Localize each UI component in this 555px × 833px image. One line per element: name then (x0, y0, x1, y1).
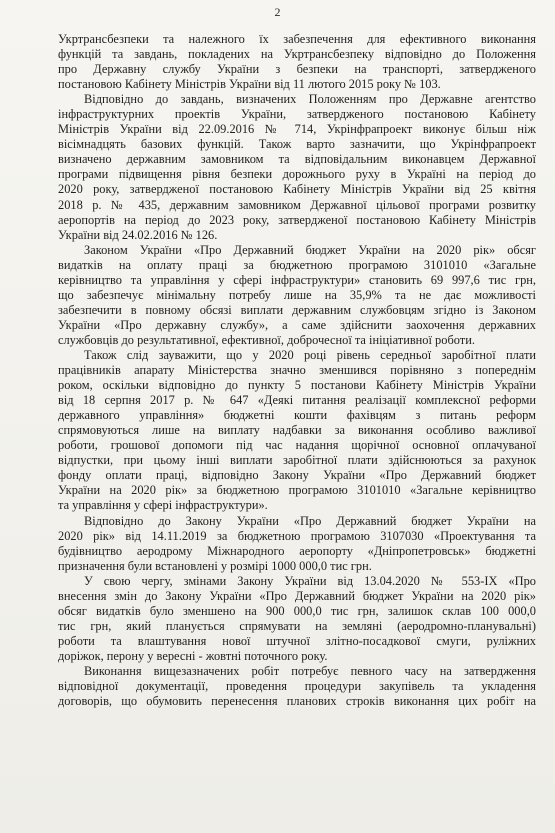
text-line: будівництво аеродрому Міжнародного аеропорту «Дніпропетровськ» бюджетні (58, 543, 536, 558)
text-line: Відповідно до Закону України «Про Державний бюджет України на (84, 513, 536, 528)
text-line: відпустки, при цьому інші виплати заробітної плати здійснюються за рахунок (58, 453, 536, 468)
paragraph (58, 514, 536, 574)
text-line: Також слід зауважити, що у 2020 році рівень середньої заробітної плати (84, 347, 536, 362)
text-line: У свою чергу, змінами Закону України від 13.04.2020 № 553-IX «Про (84, 573, 536, 588)
text-line: забезпечити в повному обсязі виплати державним службовцям згідно із Законом (58, 302, 536, 317)
text-line: тис грн, який планується спрямувати на земляні (аеродромно-планувальні) (58, 618, 536, 633)
text-line: вісімнадцять базових функцій. Також варто зазначити, що Укрінфрапроект (58, 137, 536, 152)
text-line: Відповідно до завдань, визначених Положенням про Державне агентство (84, 92, 536, 107)
text-line: роботи, грошової допомоги під час надання щорічної основної оплачуваної (58, 438, 536, 453)
text-line: та управління у сфері інфраструктури». (58, 498, 268, 513)
text-line: видатків на оплату праці за бюджетною програмою 3101010 «Загальне (58, 257, 536, 272)
document-body (58, 32, 536, 709)
text-line: функцій та завдань, покладених на Укртрансбезпеку відповідно до Положення (58, 47, 536, 62)
text-line: обсяг видатків було зменшено на 900 000,0 тис грн, залишок склав 100 000,0 (58, 603, 536, 618)
text-line: що забезпечує мінімальну потребу лише на 35,9% та не дає можливості (58, 287, 536, 302)
text-line: постановою Кабінету Міністрів України від 11 лютого 2015 року № 103. (58, 77, 441, 92)
text-line: роком, оскільки відповідно до пункту 5 постанови Кабінету Міністрів України (58, 378, 536, 393)
text-line: 2018 р. № 435, державним замовником Державної цільової програми розвитку (58, 197, 536, 212)
text-line: службовців до результативної, ефективної, доброчесної та ініціативної роботи. (58, 332, 475, 347)
text-line: Укртрансбезпеки та належного їх забезпечення для ефективного виконання (58, 32, 536, 46)
text-line: фонду оплати праці, відповідно Закону України «Про Державний бюджет (58, 468, 536, 483)
text-line: програми підвищення рівня безпеки дорожнього руху в Україні на період до (58, 167, 536, 182)
text-line: визначено державним замовником та відповідальним виконавцем Державної (58, 152, 536, 167)
paragraph (58, 664, 536, 709)
paragraph (58, 348, 536, 514)
text-line: України «Про державну службу», а саме здійснити заохочення державних (58, 317, 536, 332)
text-line: інфраструктурних проектів України, затвердженого постановою Кабінету (58, 107, 536, 122)
text-line: державного управління» бюджетні кошти фахівцям з питань реформ (58, 408, 536, 423)
paragraph (58, 574, 536, 664)
text-line: внесення змін до Закону України «Про Державний бюджет України на 2020 рік» (58, 588, 536, 603)
text-line: від 18 серпня 2017 р. № 647 «Деякі питання реалізації комплексної реформи (58, 393, 536, 408)
paragraph (58, 32, 536, 92)
text-line: України на 2020 рік» за бюджетною програмою 3101010 «Загальне керівництво (58, 483, 536, 498)
text-line: Міністрів України від 22.09.2016 № 714, Укрінфрапроект виконує більш ніж (58, 122, 536, 137)
paragraph (58, 243, 536, 348)
text-line: відповідної документації, проведення процедури закупівель та укладення (58, 679, 536, 694)
text-line: 2020 року, затвердженої постановою Кабінету Міністрів України від 25 квітня (58, 182, 536, 197)
text-line: України від 24.02.2016 № 126. (58, 227, 218, 242)
text-line: Виконання вищезазначених робіт потребує певного часу на затвердження (84, 663, 536, 678)
text-line: Законом України «Про Державний бюджет України на 2020 рік» обсяг (84, 242, 536, 257)
text-line: про Державну службу України з безпеки на транспорті, затвердженого (58, 62, 536, 77)
text-line: працівників апарату Міністерства значно зменшився порівняно з попереднім (58, 363, 536, 378)
page-number: 2 (274, 5, 281, 19)
text-line: доріжок, перону у вересні - жовтні поточного року. (58, 648, 328, 663)
text-line: роботи та влаштування нової штучної злітно-посадкової смуги, руліжних (58, 633, 536, 648)
text-line: договорів, що обумовить перенесення планових строків виконання цих робіт на (58, 694, 536, 709)
text-line: аеропортів на період до 2023 року, затвердженої постановою Кабінету Міністрів (58, 212, 536, 227)
text-line: керівництво та управління у сфері інфраструктури» становить 69 997,6 тис грн, (58, 272, 536, 287)
text-line: призначення були встановлені у розмірі 1000 000,0 тис грн. (58, 558, 372, 573)
text-line: 2020 рік» від 14.11.2019 за бюджетною програмою 3107030 «Проектування та (58, 528, 536, 543)
text-line: спрямовуються лише на виплату надбавки за виконання особливо важливої (58, 423, 536, 438)
paragraph (58, 92, 536, 242)
